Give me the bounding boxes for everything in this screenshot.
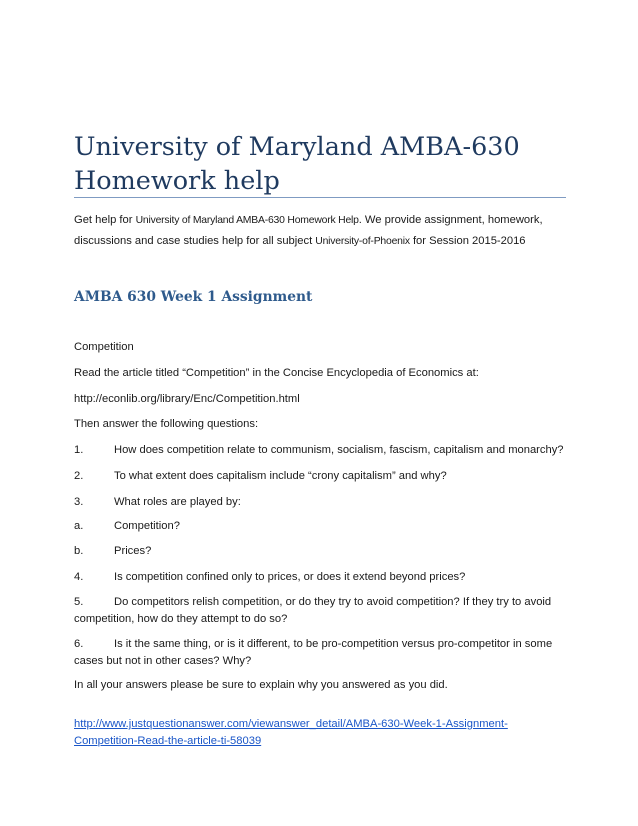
- title-line-1: University of Maryland AMBA-630: [74, 132, 520, 162]
- question-text: To what extent does capitalism include “crony capitalism” and why?: [114, 470, 447, 482]
- intro-text: Get help for: [74, 214, 136, 226]
- intro-text: for Session 2015-2016: [409, 235, 526, 247]
- question-number: 3.: [74, 496, 84, 508]
- question-4: [74, 569, 566, 586]
- question-text: How does competition relate to communism, socialism, fascism, capitalism and monarchy?: [114, 444, 564, 456]
- question-2: [74, 468, 566, 485]
- question-3: [74, 494, 566, 511]
- paragraph-closing: In all your answers please be sure to explain why you answered as you did.: [74, 679, 448, 691]
- intro-text: . We provide assignment, homework,: [358, 214, 543, 226]
- question-number: 2.: [74, 470, 84, 482]
- question-number: 1.: [74, 444, 84, 456]
- question-text-continued: competition, how do they attempt to do so?: [74, 613, 288, 625]
- source-link-line-2[interactable]: Competition-Read-the-article-ti-58039: [74, 735, 262, 747]
- question-number: 6.: [74, 638, 84, 650]
- question-number: a.: [74, 520, 84, 532]
- section-heading: AMBA 630 Week 1 Assignment: [74, 289, 313, 305]
- page-title: [74, 130, 574, 198]
- question-text: What roles are played by:: [114, 496, 241, 508]
- paragraph-read: Read the article titled “Competition” in the Concise Encyclopedia of Economics at:: [74, 367, 479, 379]
- question-6: [74, 636, 566, 670]
- question-text: Competition?: [114, 520, 180, 532]
- intro-text: discussions and case studies help for all subject: [74, 235, 316, 247]
- question-text: Is competition confined only to prices, or does it extend beyond prices?: [114, 571, 466, 583]
- question-number: b.: [74, 545, 84, 557]
- intro-emphasis: University of Maryland AMBA-630 Homework Help: [135, 215, 359, 226]
- title-divider: [74, 197, 566, 198]
- question-number: 4.: [74, 571, 84, 583]
- question-3b: [74, 543, 566, 560]
- question-text: Prices?: [114, 545, 152, 557]
- source-link-line-1[interactable]: http://www.justquestionanswer.com/viewanswer_detail/AMBA-630-Week-1-Assignment-: [74, 718, 508, 730]
- paragraph-url: http://econlib.org/library/Enc/Competition.html: [74, 393, 300, 405]
- question-number: 5.: [74, 596, 84, 608]
- paragraph-competition: Competition: [74, 341, 134, 353]
- title-line-2: Homework help: [74, 166, 280, 196]
- intro-emphasis: University-of-Phoenix: [315, 236, 410, 247]
- question-text: Do competitors relish competition, or do they try to avoid competition? If they try to avoid: [114, 596, 552, 608]
- question-5: [74, 594, 566, 628]
- source-link[interactable]: [74, 716, 566, 750]
- question-1: [74, 442, 566, 459]
- intro-paragraph: [74, 210, 566, 252]
- question-3a: [74, 518, 566, 535]
- paragraph-then: Then answer the following questions:: [74, 418, 259, 430]
- question-text: Is it the same thing, or is it different, to be pro-competition versus pro-competitor in some: [114, 638, 553, 650]
- question-text-continued: cases but not in other cases? Why?: [74, 655, 252, 667]
